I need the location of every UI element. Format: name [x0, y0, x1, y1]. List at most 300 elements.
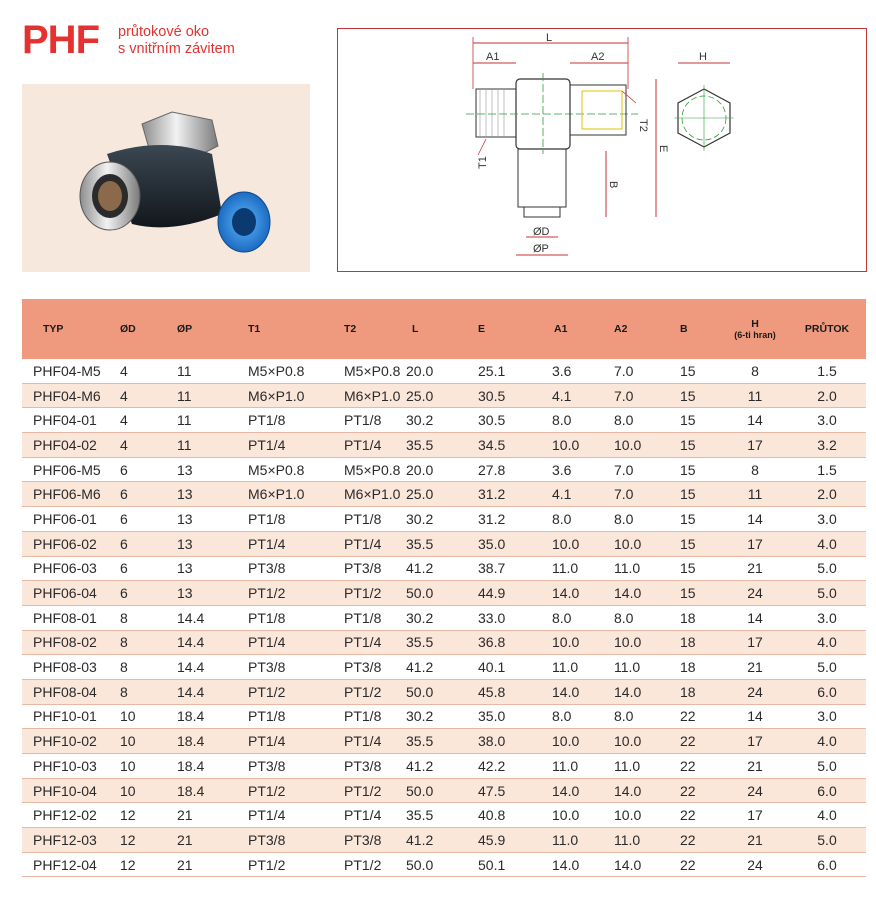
cell-t1: M6×P1.0	[232, 482, 326, 507]
cell-b: 22	[664, 729, 722, 754]
cell-e: 30.5	[468, 383, 538, 408]
table-body	[22, 359, 866, 877]
cell-b: 15	[664, 457, 722, 482]
cell-l: 50.0	[406, 852, 468, 877]
cell-e: 33.0	[468, 605, 538, 630]
cell-a2: 11.0	[600, 556, 664, 581]
col-header-e: E	[468, 299, 538, 359]
cell-typ: PHF06-03	[22, 556, 118, 581]
cell-h: 21	[722, 655, 788, 680]
cell-prutok: 4.0	[788, 531, 866, 556]
cell-p: 11	[175, 359, 232, 383]
cell-typ: PHF04-02	[22, 433, 118, 458]
cell-b: 15	[664, 383, 722, 408]
cell-h: 17	[722, 531, 788, 556]
cell-e: 30.5	[468, 408, 538, 433]
cell-a2: 8.0	[600, 408, 664, 433]
cell-t2: PT1/2	[326, 778, 406, 803]
cell-d: 4	[118, 383, 175, 408]
cell-p: 13	[175, 507, 232, 532]
cell-b: 15	[664, 359, 722, 383]
cell-b: 18	[664, 630, 722, 655]
cell-h: 17	[722, 803, 788, 828]
cell-prutok: 5.0	[788, 828, 866, 853]
cell-t2: PT1/4	[326, 729, 406, 754]
table-row	[22, 852, 866, 877]
col-header-l: L	[406, 299, 468, 359]
cell-prutok: 2.0	[788, 383, 866, 408]
female-port	[570, 85, 626, 135]
cell-l: 35.5	[406, 630, 468, 655]
cell-a2: 14.0	[600, 679, 664, 704]
col-header-prutok: PRŮTOK	[788, 299, 866, 359]
cell-p: 11	[175, 383, 232, 408]
cell-prutok: 1.5	[788, 457, 866, 482]
cell-l: 35.5	[406, 531, 468, 556]
cell-t1: PT1/4	[232, 433, 326, 458]
cell-d: 8	[118, 630, 175, 655]
table-row	[22, 482, 866, 507]
cell-t1: PT1/2	[232, 778, 326, 803]
cell-prutok: 6.0	[788, 852, 866, 877]
col-header-a1: A1	[538, 299, 600, 359]
cell-typ: PHF06-04	[22, 581, 118, 606]
dimension-diagram	[338, 29, 868, 273]
cell-a1: 14.0	[538, 778, 600, 803]
cell-h: 14	[722, 408, 788, 433]
cell-l: 20.0	[406, 359, 468, 383]
cell-prutok: 5.0	[788, 581, 866, 606]
spec-table-container	[22, 299, 866, 877]
cell-h: 14	[722, 704, 788, 729]
cell-e: 34.5	[468, 433, 538, 458]
cell-d: 10	[118, 729, 175, 754]
cell-l: 30.2	[406, 605, 468, 630]
cell-prutok: 3.0	[788, 704, 866, 729]
cell-a1: 8.0	[538, 704, 600, 729]
cell-t1: PT1/2	[232, 852, 326, 877]
table-row	[22, 433, 866, 458]
cell-d: 6	[118, 457, 175, 482]
cell-h: 21	[722, 556, 788, 581]
cell-prutok: 6.0	[788, 778, 866, 803]
cell-a2: 14.0	[600, 778, 664, 803]
cell-t1: PT3/8	[232, 828, 326, 853]
cell-a2: 14.0	[600, 581, 664, 606]
cell-t2: PT3/8	[326, 754, 406, 779]
cell-e: 45.8	[468, 679, 538, 704]
label-P: ØP	[533, 243, 549, 255]
cell-t1: M5×P0.8	[232, 359, 326, 383]
cell-e: 38.7	[468, 556, 538, 581]
cell-t2: PT1/8	[326, 605, 406, 630]
cell-typ: PHF10-04	[22, 778, 118, 803]
cell-t1: PT1/8	[232, 408, 326, 433]
cell-typ: PHF12-03	[22, 828, 118, 853]
technical-drawing	[337, 28, 867, 272]
cell-a1: 11.0	[538, 828, 600, 853]
col-header-d: ØD	[118, 299, 175, 359]
cell-t2: M6×P1.0	[326, 482, 406, 507]
cell-b: 15	[664, 408, 722, 433]
cell-a1: 14.0	[538, 852, 600, 877]
product-photo	[22, 84, 310, 272]
cell-prutok: 2.0	[788, 482, 866, 507]
cell-t1: PT1/4	[232, 630, 326, 655]
cell-t2: PT3/8	[326, 655, 406, 680]
cell-b: 22	[664, 803, 722, 828]
cell-t1: PT1/4	[232, 729, 326, 754]
cell-a1: 11.0	[538, 655, 600, 680]
cell-h: 8	[722, 359, 788, 383]
cell-l: 20.0	[406, 457, 468, 482]
cell-d: 6	[118, 531, 175, 556]
cell-t2: PT1/4	[326, 630, 406, 655]
cell-p: 18.4	[175, 704, 232, 729]
cell-e: 36.8	[468, 630, 538, 655]
cell-t1: PT1/2	[232, 679, 326, 704]
col-header-h: H (6-ti hran)	[722, 299, 788, 359]
cell-a2: 14.0	[600, 852, 664, 877]
cell-t2: PT1/8	[326, 507, 406, 532]
cell-t2: M5×P0.8	[326, 359, 406, 383]
table-row	[22, 531, 866, 556]
cell-b: 22	[664, 778, 722, 803]
cell-prutok: 4.0	[788, 803, 866, 828]
cell-p: 13	[175, 556, 232, 581]
cell-t2: PT3/8	[326, 556, 406, 581]
cell-prutok: 3.2	[788, 433, 866, 458]
cell-b: 22	[664, 828, 722, 853]
brand-logo: PHF	[22, 18, 99, 62]
cell-a2: 8.0	[600, 507, 664, 532]
cell-h: 11	[722, 383, 788, 408]
cell-l: 35.5	[406, 729, 468, 754]
cell-e: 47.5	[468, 778, 538, 803]
cell-p: 13	[175, 581, 232, 606]
cell-a2: 10.0	[600, 433, 664, 458]
cell-t2: PT1/4	[326, 803, 406, 828]
cell-l: 50.0	[406, 581, 468, 606]
cell-d: 10	[118, 778, 175, 803]
cell-h: 17	[722, 729, 788, 754]
cell-d: 8	[118, 679, 175, 704]
table-row	[22, 457, 866, 482]
cell-d: 4	[118, 359, 175, 383]
subtitle-line-2: s vnitřním závitem	[118, 41, 235, 57]
cell-l: 41.2	[406, 754, 468, 779]
cell-e: 31.2	[468, 482, 538, 507]
cell-l: 25.0	[406, 482, 468, 507]
cell-t1: PT1/2	[232, 581, 326, 606]
cell-a1: 8.0	[538, 605, 600, 630]
cell-b: 18	[664, 655, 722, 680]
cell-prutok: 1.5	[788, 359, 866, 383]
subtitle-line-1: průtokové oko	[118, 24, 210, 40]
cell-l: 50.0	[406, 778, 468, 803]
cell-p: 14.4	[175, 605, 232, 630]
cell-h: 17	[722, 433, 788, 458]
label-H: H	[699, 51, 707, 63]
cell-d: 12	[118, 828, 175, 853]
table-row	[22, 581, 866, 606]
cell-h: 24	[722, 581, 788, 606]
cell-h: 17	[722, 630, 788, 655]
cell-d: 8	[118, 655, 175, 680]
col-header-t2: T2	[326, 299, 406, 359]
spec-table	[22, 299, 866, 877]
cell-typ: PHF10-03	[22, 754, 118, 779]
table-header	[22, 299, 866, 359]
cell-e: 25.1	[468, 359, 538, 383]
cell-p: 21	[175, 803, 232, 828]
cell-l: 30.2	[406, 507, 468, 532]
cell-h: 24	[722, 852, 788, 877]
label-T2: T2	[637, 119, 649, 132]
cell-a1: 3.6	[538, 457, 600, 482]
cell-prutok: 6.0	[788, 679, 866, 704]
cell-d: 12	[118, 803, 175, 828]
cell-p: 11	[175, 408, 232, 433]
label-B: B	[607, 181, 619, 189]
cell-t1: M5×P0.8	[232, 457, 326, 482]
cell-t2: PT1/2	[326, 679, 406, 704]
cell-t2: PT1/8	[326, 704, 406, 729]
label-E: E	[657, 145, 669, 153]
cell-a2: 11.0	[600, 754, 664, 779]
thread-stub	[476, 89, 516, 137]
cell-t2: PT1/4	[326, 433, 406, 458]
cell-a1: 10.0	[538, 729, 600, 754]
cell-a1: 11.0	[538, 754, 600, 779]
cell-a1: 8.0	[538, 507, 600, 532]
cell-a1: 4.1	[538, 383, 600, 408]
cell-t1: PT1/8	[232, 704, 326, 729]
cell-l: 25.0	[406, 383, 468, 408]
cell-b: 15	[664, 581, 722, 606]
cell-b: 15	[664, 433, 722, 458]
cell-t2: M6×P1.0	[326, 383, 406, 408]
cell-l: 41.2	[406, 556, 468, 581]
cell-t1: M6×P1.0	[232, 383, 326, 408]
cell-t2: PT1/2	[326, 852, 406, 877]
table-row	[22, 630, 866, 655]
product-subtitle	[118, 24, 235, 58]
cell-p: 14.4	[175, 679, 232, 704]
cell-l: 41.2	[406, 828, 468, 853]
cell-t1: PT3/8	[232, 556, 326, 581]
cell-t1: PT1/4	[232, 803, 326, 828]
cell-e: 35.0	[468, 531, 538, 556]
table-row	[22, 655, 866, 680]
cell-typ: PHF12-04	[22, 852, 118, 877]
cell-b: 22	[664, 852, 722, 877]
cell-a2: 10.0	[600, 630, 664, 655]
cell-a2: 10.0	[600, 531, 664, 556]
cell-t1: PT3/8	[232, 655, 326, 680]
label-A2: A2	[591, 51, 605, 63]
table-row	[22, 778, 866, 803]
cell-e: 42.2	[468, 754, 538, 779]
cell-a1: 10.0	[538, 531, 600, 556]
cell-prutok: 4.0	[788, 729, 866, 754]
cell-typ: PHF10-01	[22, 704, 118, 729]
cell-typ: PHF06-01	[22, 507, 118, 532]
cell-h: 21	[722, 754, 788, 779]
cell-a2: 7.0	[600, 383, 664, 408]
col-header-b: B	[664, 299, 722, 359]
cell-p: 21	[175, 852, 232, 877]
col-header-t1: T1	[232, 299, 326, 359]
cell-a2: 7.0	[600, 457, 664, 482]
cell-b: 18	[664, 605, 722, 630]
cell-t2: PT1/4	[326, 531, 406, 556]
cell-typ: PHF08-04	[22, 679, 118, 704]
cell-b: 15	[664, 531, 722, 556]
col-header-p: ØP	[175, 299, 232, 359]
cell-e: 50.1	[468, 852, 538, 877]
cell-a2: 11.0	[600, 828, 664, 853]
cell-h: 8	[722, 457, 788, 482]
cell-h: 14	[722, 507, 788, 532]
cell-e: 31.2	[468, 507, 538, 532]
cell-b: 18	[664, 679, 722, 704]
cell-typ: PHF12-02	[22, 803, 118, 828]
cell-p: 14.4	[175, 630, 232, 655]
cell-l: 30.2	[406, 704, 468, 729]
cell-b: 15	[664, 482, 722, 507]
cell-typ: PHF04-M5	[22, 359, 118, 383]
label-A1: A1	[486, 51, 500, 63]
cell-d: 10	[118, 754, 175, 779]
table-row	[22, 729, 866, 754]
cell-t1: PT3/8	[232, 754, 326, 779]
cell-a1: 8.0	[538, 408, 600, 433]
table-row	[22, 803, 866, 828]
cell-a1: 10.0	[538, 630, 600, 655]
cell-a2: 10.0	[600, 803, 664, 828]
table-row	[22, 828, 866, 853]
cell-typ: PHF10-02	[22, 729, 118, 754]
cell-a1: 10.0	[538, 803, 600, 828]
cell-a1: 14.0	[538, 679, 600, 704]
cell-prutok: 5.0	[788, 655, 866, 680]
cell-t1: PT1/8	[232, 507, 326, 532]
cell-prutok: 3.0	[788, 605, 866, 630]
cell-h: 14	[722, 605, 788, 630]
table-row	[22, 556, 866, 581]
cell-l: 50.0	[406, 679, 468, 704]
cell-d: 4	[118, 433, 175, 458]
cell-a2: 11.0	[600, 655, 664, 680]
cell-typ: PHF06-M5	[22, 457, 118, 482]
cell-d: 4	[118, 408, 175, 433]
cell-p: 13	[175, 457, 232, 482]
cell-a1: 11.0	[538, 556, 600, 581]
table-row	[22, 754, 866, 779]
table-row	[22, 408, 866, 433]
cell-typ: PHF08-03	[22, 655, 118, 680]
cell-e: 40.1	[468, 655, 538, 680]
cell-a1: 10.0	[538, 433, 600, 458]
table-row	[22, 704, 866, 729]
cell-h: 11	[722, 482, 788, 507]
cell-t2: PT1/2	[326, 581, 406, 606]
cell-l: 41.2	[406, 655, 468, 680]
cell-a1: 14.0	[538, 581, 600, 606]
cell-p: 21	[175, 828, 232, 853]
table-row	[22, 507, 866, 532]
cell-a2: 8.0	[600, 704, 664, 729]
cell-t2: M5×P0.8	[326, 457, 406, 482]
cell-b: 15	[664, 507, 722, 532]
cell-p: 18.4	[175, 778, 232, 803]
cell-a1: 4.1	[538, 482, 600, 507]
cell-a1: 3.6	[538, 359, 600, 383]
cell-l: 35.5	[406, 433, 468, 458]
cell-b: 22	[664, 704, 722, 729]
cell-d: 8	[118, 605, 175, 630]
cell-p: 14.4	[175, 655, 232, 680]
fitting-illustration	[22, 84, 310, 272]
cell-d: 6	[118, 507, 175, 532]
cell-d: 6	[118, 556, 175, 581]
col-header-h-sub: (6-ti hran)	[734, 330, 776, 340]
cell-prutok: 5.0	[788, 754, 866, 779]
cell-e: 40.8	[468, 803, 538, 828]
cell-e: 27.8	[468, 457, 538, 482]
cell-d: 6	[118, 581, 175, 606]
cell-b: 22	[664, 754, 722, 779]
cell-d: 10	[118, 704, 175, 729]
table-row	[22, 383, 866, 408]
cell-t2: PT3/8	[326, 828, 406, 853]
cell-b: 15	[664, 556, 722, 581]
cell-t1: PT1/8	[232, 605, 326, 630]
cell-typ: PHF08-02	[22, 630, 118, 655]
cell-e: 45.9	[468, 828, 538, 853]
cell-prutok: 3.0	[788, 507, 866, 532]
cell-e: 44.9	[468, 581, 538, 606]
cell-prutok: 5.0	[788, 556, 866, 581]
cell-typ: PHF06-M6	[22, 482, 118, 507]
cell-e: 38.0	[468, 729, 538, 754]
cell-typ: PHF04-01	[22, 408, 118, 433]
cell-a2: 10.0	[600, 729, 664, 754]
table-row	[22, 605, 866, 630]
label-T1: T1	[477, 156, 489, 169]
cell-d: 12	[118, 852, 175, 877]
cell-prutok: 4.0	[788, 630, 866, 655]
table-row	[22, 359, 866, 383]
cell-prutok: 3.0	[788, 408, 866, 433]
cell-a2: 7.0	[600, 482, 664, 507]
cell-h: 24	[722, 679, 788, 704]
cell-a2: 8.0	[600, 605, 664, 630]
col-header-a2: A2	[600, 299, 664, 359]
cell-h: 21	[722, 828, 788, 853]
cell-t1: PT1/4	[232, 531, 326, 556]
cell-typ: PHF06-02	[22, 531, 118, 556]
cell-p: 11	[175, 433, 232, 458]
cell-e: 35.0	[468, 704, 538, 729]
cell-typ: PHF08-01	[22, 605, 118, 630]
cell-l: 35.5	[406, 803, 468, 828]
cell-p: 13	[175, 531, 232, 556]
cell-typ: PHF04-M6	[22, 383, 118, 408]
cell-d: 6	[118, 482, 175, 507]
label-L: L	[546, 32, 553, 44]
